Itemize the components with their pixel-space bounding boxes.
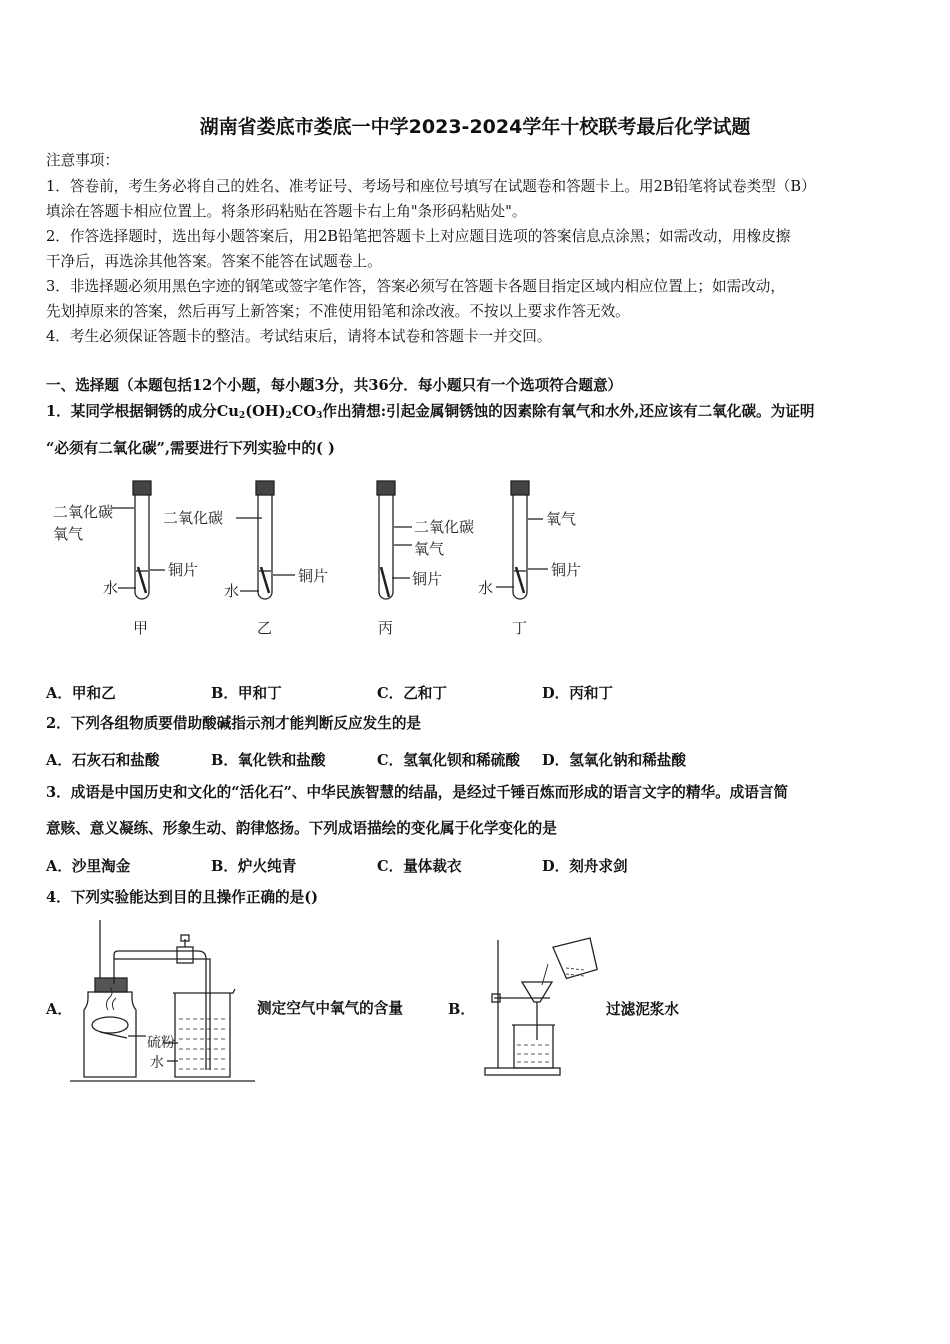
tube-label: 铜片 <box>168 561 199 579</box>
q1-option-a: A．甲和乙 <box>46 685 116 702</box>
tube-label: 二氧化碳 <box>53 503 114 521</box>
tube-name: 乙 <box>257 619 273 637</box>
tube-bing <box>377 481 412 599</box>
q2-option-a: A．石灰石和盐酸 <box>46 752 160 769</box>
q1-option-b: B．甲和丁 <box>211 685 282 702</box>
section-heading: 一、选择题（本题包括12个小题，每小题3分，共36分．每小题只有一个选项符合题意） <box>46 377 623 394</box>
q4-b-filtration-figure <box>480 930 605 1085</box>
page-title: 湖南省娄底市娄底一中学2023-2024学年十校联考最后化学试题 <box>199 116 751 138</box>
water-label: 水 <box>150 1055 164 1071</box>
tube-label: 氧气 <box>546 510 577 528</box>
q4-a-apparatus-figure <box>70 915 260 1085</box>
tube-label: 铜片 <box>551 561 582 579</box>
tube-name: 丙 <box>378 619 394 637</box>
q2-stem: 2．下列各组物质要借助酸碱指示剂才能判断反应发生的是 <box>46 715 422 732</box>
q1-test-tubes-figure <box>40 475 600 645</box>
tube-ding <box>496 481 548 599</box>
tube-label: 二氧化碳 <box>163 509 224 527</box>
q3-option-d: D．刻舟求剑 <box>542 858 628 875</box>
q3-option-a: A．沙里淘金 <box>46 858 131 875</box>
tube-label: 铜片 <box>298 567 329 585</box>
q2-option-d: D．氢氧化钠和稀盐酸 <box>542 752 687 769</box>
q1-option-c: C．乙和丁 <box>377 685 447 702</box>
tube-jia <box>112 481 165 599</box>
q2-option-c: C．氢氧化钡和稀硫酸 <box>377 752 520 769</box>
notice-heading: 注意事项： <box>46 152 119 169</box>
q1-stem-cont: “必须有二氧化碳”,需要进行下列实验中的( ) <box>46 440 335 457</box>
q4-stem: 4．下列实验能达到目的且操作正确的是() <box>46 889 319 906</box>
q3-stem-cont: 意赅、意义凝练、形象生动、韵律悠扬。下列成语描绘的变化属于化学变化的是 <box>46 820 557 837</box>
tube-label: 铜片 <box>412 570 443 588</box>
notice-line: 填涂在答题卡相应位置上。将条形码粘贴在答题卡右上角"条形码粘贴处"。 <box>46 203 527 220</box>
notice-line: 先划掉原来的答案，然后再写上新答案；不准使用铅笔和涂改液。不按以上要求作答无效。 <box>46 303 630 320</box>
tube-name: 丁 <box>512 619 528 637</box>
notice-line: 1．答卷前，考生务必将自己的姓名、准考证号、考场号和座位号填写在试题卷和答题卡上。用2B铅笔将试卷类型（B） <box>46 178 816 195</box>
q2-option-b: B．氧化铁和盐酸 <box>211 752 326 769</box>
notice-line: 4．考生必须保证答题卡的整洁。考试结束后，请将本试卷和答题卡一并交回。 <box>46 328 552 345</box>
tube-name: 甲 <box>133 619 149 637</box>
q4-option-a-letter: A． <box>46 1001 72 1018</box>
tube-label: 二氧化碳 <box>414 518 475 536</box>
tube-label: 氧气 <box>414 540 445 558</box>
sulfur-label: 硫粉 <box>147 1035 175 1051</box>
tube-yi <box>236 481 295 599</box>
q3-stem: 3．成语是中国历史和文化的“活化石”、中华民族智慧的结晶，是经过千锤百炼而形成的语言文字的精华。成语言简 <box>46 784 789 801</box>
q4-option-b-letter: B． <box>448 1001 475 1018</box>
q3-option-c: C．量体裁衣 <box>377 858 462 875</box>
q4-option-b-text: 过滤泥浆水 <box>606 1001 679 1018</box>
q1-stem: 1．某同学根据铜锈的成分$Cu_2(OH)_2CO_3$作出猜想:引起金属铜锈蚀的因素除有氧气和水外,还应该有二氧化碳。为证明 <box>46 403 815 421</box>
q4-option-a-text: 测定空气中氧气的含量 <box>257 1000 403 1017</box>
notice-line: 3．非选择题必须用黑色字迹的钢笔或签字笔作答，答案必须写在答题卡各题目指定区域内相应位置上；如需改动， <box>46 278 785 295</box>
q3-option-b: B．炉火纯青 <box>211 858 297 875</box>
tube-label: 水 <box>224 582 240 600</box>
tube-label: 水 <box>103 579 119 597</box>
notice-line: 2．作答选择题时，选出每小题答案后，用2B铅笔把答题卡上对应题目选项的答案信息点涂黑；如需改动，用橡皮擦 <box>46 228 791 245</box>
tube-label: 水 <box>478 579 494 597</box>
q1-option-d: D．丙和丁 <box>542 685 614 702</box>
notice-line: 干净后，再选涂其他答案。答案不能答在试题卷上。 <box>46 253 382 270</box>
tube-label: 氧气 <box>53 525 84 543</box>
